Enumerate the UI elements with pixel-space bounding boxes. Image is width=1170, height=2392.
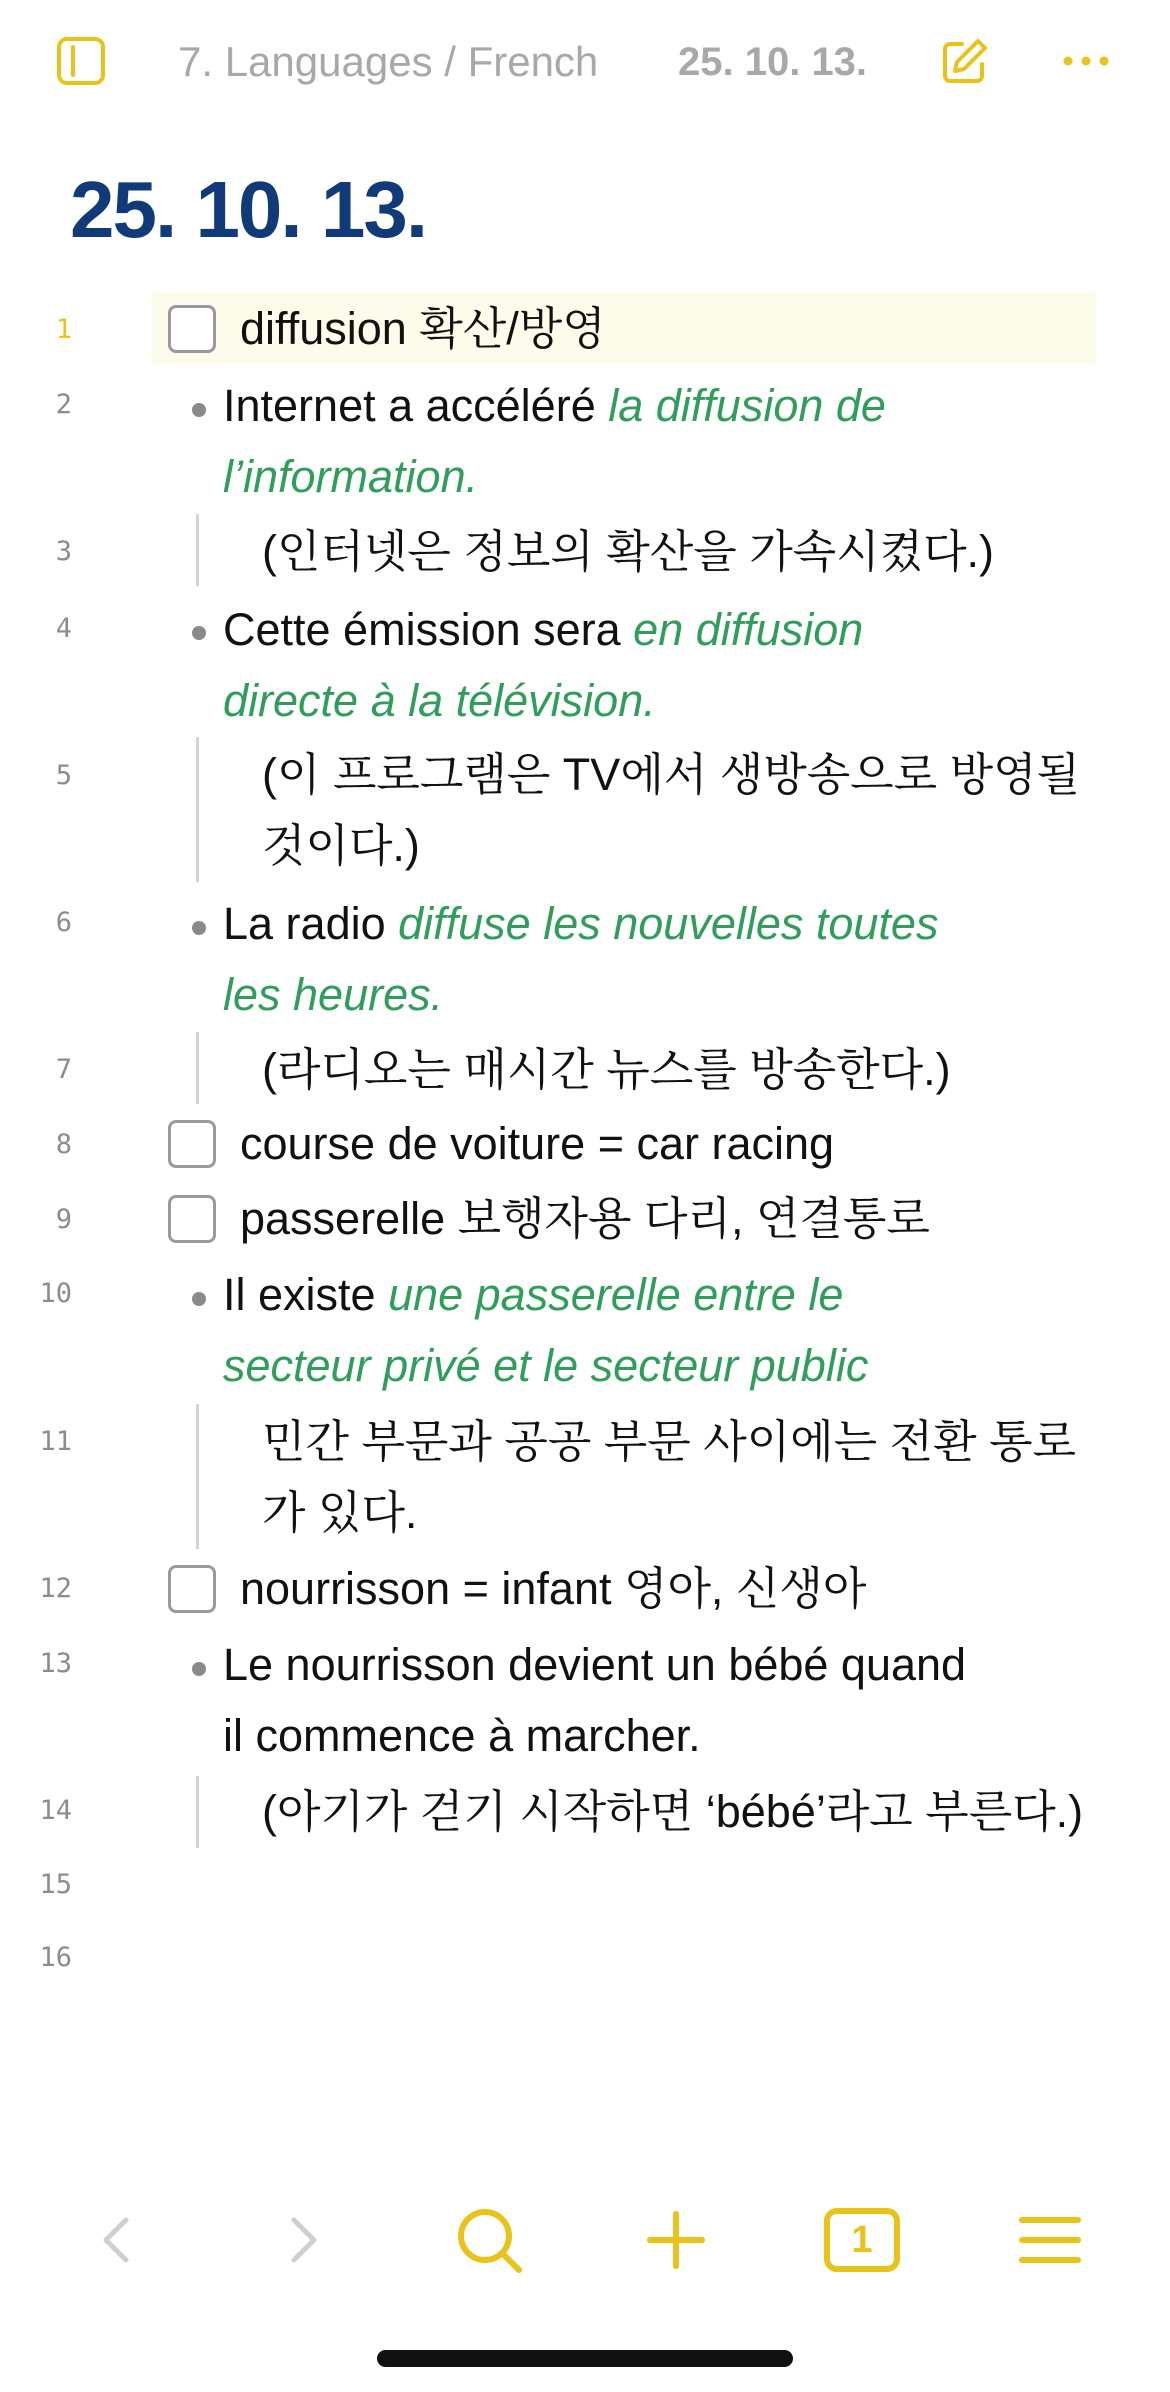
- task-text[interactable]: diffusion 확산/방영: [240, 303, 606, 354]
- header-date: 25. 10. 13.: [678, 40, 868, 84]
- sidebar-toggle-icon[interactable]: [56, 36, 106, 86]
- translation-text[interactable]: (아기가 걷기 시작하면 ‘bébé’라고 부른다.): [262, 1786, 1084, 1837]
- top-bar: [0, 0, 1170, 125]
- bottom-toolbar: [0, 2170, 1170, 2310]
- line-number: 6: [55, 907, 72, 938]
- line-number: 3: [55, 536, 72, 567]
- bullet-text-continuation[interactable]: directe à la télévision.: [223, 675, 656, 726]
- translation-text[interactable]: (라디오는 매시간 뉴스를 방송한다.): [262, 1044, 951, 1095]
- line-number: 7: [55, 1054, 72, 1085]
- translation-text[interactable]: 민간 부문과 공공 부문 사이에는 전환 통로: [262, 1416, 1077, 1467]
- bullet-text[interactable]: Cette émission sera en diffusion: [223, 604, 864, 655]
- bullet-text-continuation[interactable]: secteur privé et le secteur public: [223, 1340, 869, 1391]
- bullet-text[interactable]: La radio diffuse les nouvelles toutes: [223, 898, 939, 949]
- bullet-dot: [192, 403, 206, 417]
- bullet-text-continuation[interactable]: il commence à marcher.: [223, 1710, 701, 1761]
- line-number: 13: [39, 1648, 72, 1679]
- bullet-dot: [192, 921, 206, 935]
- task-text[interactable]: course de voiture = car racing: [240, 1118, 835, 1169]
- page-count-label: 1: [851, 2219, 873, 2261]
- translation-text-continuation[interactable]: 가 있다.: [262, 1487, 418, 1538]
- edit-icon[interactable]: [940, 36, 990, 86]
- task-checkbox[interactable]: [168, 1195, 216, 1243]
- forward-icon[interactable]: [262, 2200, 342, 2280]
- line-number: 11: [39, 1426, 72, 1457]
- task-checkbox[interactable]: [168, 1565, 216, 1613]
- line-number: 10: [39, 1278, 72, 1309]
- task-text[interactable]: nourrisson = infant 영아, 신생아: [240, 1563, 867, 1614]
- task-checkbox[interactable]: [168, 305, 216, 353]
- translation-text-continuation[interactable]: 것이다.): [262, 820, 420, 871]
- menu-icon[interactable]: [1010, 2200, 1090, 2280]
- line-number: 5: [55, 760, 72, 791]
- page-count-button[interactable]: [822, 2200, 902, 2280]
- line-number: 9: [55, 1204, 72, 1235]
- bullet-text-continuation[interactable]: l’information.: [223, 451, 479, 502]
- indent-guide: [196, 1776, 199, 1848]
- add-icon[interactable]: [636, 2200, 716, 2280]
- more-icon[interactable]: [1060, 36, 1112, 86]
- bullet-dot: [192, 1662, 206, 1676]
- breadcrumb[interactable]: 7. Languages / French: [178, 38, 599, 85]
- line-number: 1: [55, 314, 72, 345]
- line-number: 14: [39, 1795, 72, 1826]
- indent-guide: [196, 737, 199, 882]
- bullet-text[interactable]: Internet a accéléré la diffusion de: [223, 380, 886, 431]
- search-icon[interactable]: [449, 2200, 529, 2280]
- line-number: 2: [55, 389, 72, 420]
- back-icon[interactable]: [78, 2200, 158, 2280]
- line-number: 16: [39, 1942, 72, 1973]
- translation-text[interactable]: (인터넷은 정보의 확산을 가속시켰다.): [262, 526, 995, 577]
- page-title: 25. 10. 13.: [70, 165, 427, 254]
- line-number: 15: [39, 1869, 72, 1900]
- bullet-dot: [192, 626, 206, 640]
- translation-text[interactable]: (이 프로그램은 TV에서 생방송으로 방영될: [262, 749, 1081, 800]
- bullet-dot: [192, 1292, 206, 1306]
- line-number: 12: [39, 1573, 72, 1604]
- task-text[interactable]: passerelle 보행자용 다리, 연결통로: [240, 1193, 930, 1244]
- indent-guide: [196, 1032, 199, 1104]
- bullet-text[interactable]: Il existe une passerelle entre le: [223, 1269, 844, 1320]
- task-checkbox[interactable]: [168, 1120, 216, 1168]
- home-indicator: [377, 2350, 793, 2367]
- bullet-text[interactable]: Le nourrisson devient un bébé quand: [223, 1639, 967, 1690]
- bullet-text-continuation[interactable]: les heures.: [223, 969, 444, 1020]
- indent-guide: [196, 514, 199, 586]
- line-number: 8: [55, 1129, 72, 1160]
- indent-guide: [196, 1404, 199, 1549]
- line-number: 4: [55, 613, 72, 644]
